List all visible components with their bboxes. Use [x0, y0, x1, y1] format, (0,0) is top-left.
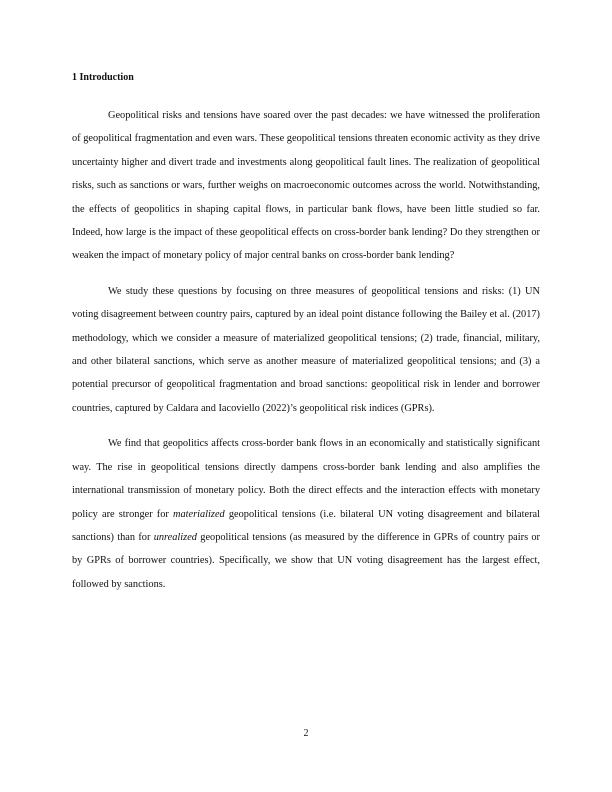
materialized-emphasis: materialized	[173, 508, 225, 520]
page-number: 2	[303, 728, 309, 739]
findings-text-part-1: We find that geopolitics affects cross-border bank flows in an economically and statistically significant way. The rise in geopolitical tensions directly dampens cross-border bank lending and also amplifies the international transmission of monetary policy. Both the direct effects and the interaction effects with monetary policy are stronger for	[72, 438, 540, 520]
paragraph-findings	[72, 432, 540, 596]
section-heading: 1 Introduction	[72, 72, 134, 83]
findings-text-part-3: geopolitical tensions (as measured by the difference in GPRs of country pairs or by GPRs of borrower countries). Specifically, we show that UN voting disagreement has the largest effect, followed by sanctions.	[72, 531, 540, 590]
paragraph-research-measures: We study these questions by focusing on three measures of geopolitical tensions and risks: (1) UN voting disagreement between country pairs, captured by an ideal point distance following the Bailey et al. (2017) methodology, which we consider a measure of materialized geopolitical tensions; (2) trade, financial, military, and other bilateral sanctions, which serve as another measure of materialized geopolitical tensions; and (3) a potential precursor of geopolitical fragmentation and broad sanctions: geopolitical risk in lender and borrower countries, captured by Caldara and Iacoviello (2022)’s geopolitical risk indices (GPRs).	[72, 285, 540, 414]
body-text	[72, 104, 540, 596]
unrealized-emphasis: unrealized	[153, 531, 197, 543]
findings-text-part-2: geopolitical tensions (i.e. bilateral UN voting disagreement and bilateral sanctions) than for	[72, 508, 541, 543]
paragraph-introduction-context: Geopolitical risks and tensions have soared over the past decades: we have witnessed the proliferation of geopolitical fragmentation and even wars. These geopolitical tensions threaten economic activity as they drive uncertainty higher and divert trade and investments along geopolitical fault lines. The realization of geopolitical risks, such as sanctions or wars, further weighs on macroeconomic outcomes across the world. Notwithstanding, the effects of geopolitics in shaping capital flows, in particular bank flows, have been little studied so far. Indeed, how large is the impact of these geopolitical effects on cross-border bank lending? Do they strengthen or weaken the impact of monetary policy of major central banks on cross-border bank lending?	[72, 110, 540, 262]
